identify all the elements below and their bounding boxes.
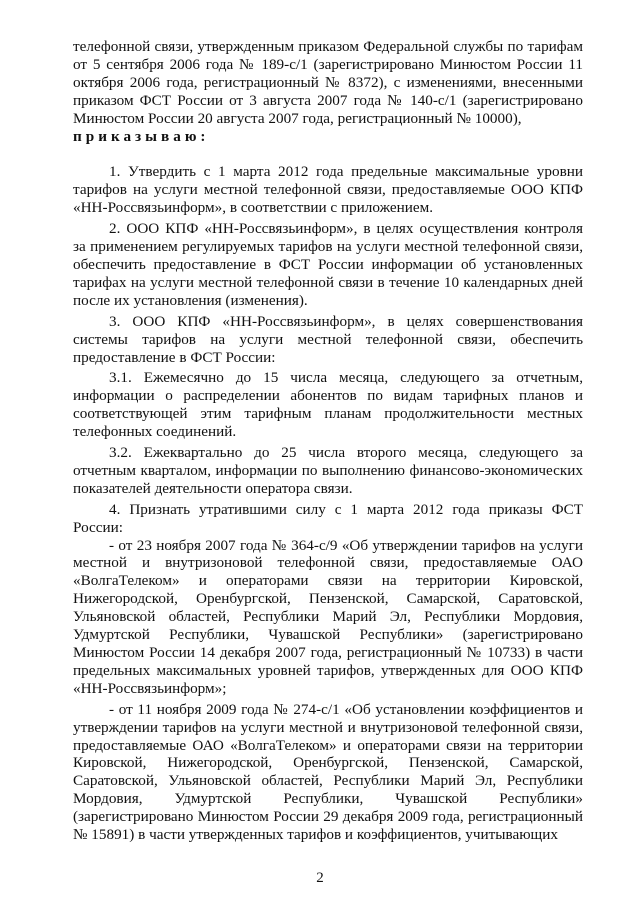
item-3-1: 3.1. Ежемесячно до 15 числа месяца, следующего за отчетным, информации о распределении абонентов по видам тарифных планов и соответствующей этим тарифным планам продолжительности местных телефонных соединений. [73,369,583,441]
page-number: 2 [316,870,324,886]
item-3-2: 3.2. Ежеквартально до 25 числа второго месяца, следующего за отчетным кварталом, информации по выполнению финансово-экономических показателей деятельности оператора связи. [73,444,583,497]
repealed-order-1: - от 23 ноября 2007 года № 364-с/9 «Об утверждении тарифов на услуги местной и внутризоновой телефонной связи, предоставляемые ОАО «ВолгаТелеком» и операторами связи на территории Кировской, Нижегородской, Оренбургской, Пензенской, Самарской, Саратовской, Ульяновской областей, Республики Марий Эл, Республики Мордовия, Удмуртской Республики, Чувашской Республики» (зарегистрировано Минюстом России 14 декабря 2007 года, регистрационный № 10733) в части предельных максимальных уровней тарифов, утвержденных для ООО КПФ «НН-Россвязьинформ»; [73,536,583,697]
item-4: 4. Признать утратившими силу с 1 марта 2012 года приказы ФСТ России: [73,500,583,536]
item-1: 1. Утвердить с 1 марта 2012 года предельные максимальные уровни тарифов на услуги местной телефонной связи, предоставляемые ООО КПФ «НН-Россвязьинформ», в соответствии с приложением. [73,163,583,217]
order-heading: приказываю: [73,127,210,145]
item-2: 2. ООО КПФ «НН-Россвязьинформ», в целях осуществления контроля за применением регулируемых тарифов на услуги местной телефонной связи, обеспечить предоставление в ФСТ России информации об установленных тарифах на услуги местной телефонной связи в течение 10 календарных дней после их установления (изменения). [73,220,583,309]
document-body [73,38,583,844]
repealed-order-2: - от 11 ноября 2009 года № 274-с/1 «Об установлении коэффициентов и утверждении тарифов на услуги местной и внутризоновой телефонной связи, предоставляемые ОАО «ВолгаТелеком» и операторами связи на территории Кировской, Нижегородской, Оренбургской, Пензенской, Самарской, Саратовской, Ульяновской областей, Республики Марий Эл, Республики Мордовия, Удмуртской Республики, Чувашской Республики» (зарегистрировано Минюстом России 29 декабря 2009 года, регистрационный № 15891) в части утвержденных тарифов и коэффициентов, учитывающих [73,700,583,844]
intro-paragraph: телефонной связи, утвержденным приказом Федеральной службы по тарифам от 5 сентября 2006 года № 189-с/1 (зарегистрировано Минюстом России 11 октября 2006 года, регистрационный № 8372), с изменениями, внесенными приказом ФСТ России от 3 августа 2007 года № 140-с/1 (зарегистрировано Минюстом России 20 августа 2007 года, регистрационный № 10000), [73,38,583,127]
item-3: 3. ООО КПФ «НН-Россвязьинформ», в целях совершенствования системы тарифов на услуги местной телефонной связи, обеспечить предоставление в ФСТ России: [73,312,583,366]
